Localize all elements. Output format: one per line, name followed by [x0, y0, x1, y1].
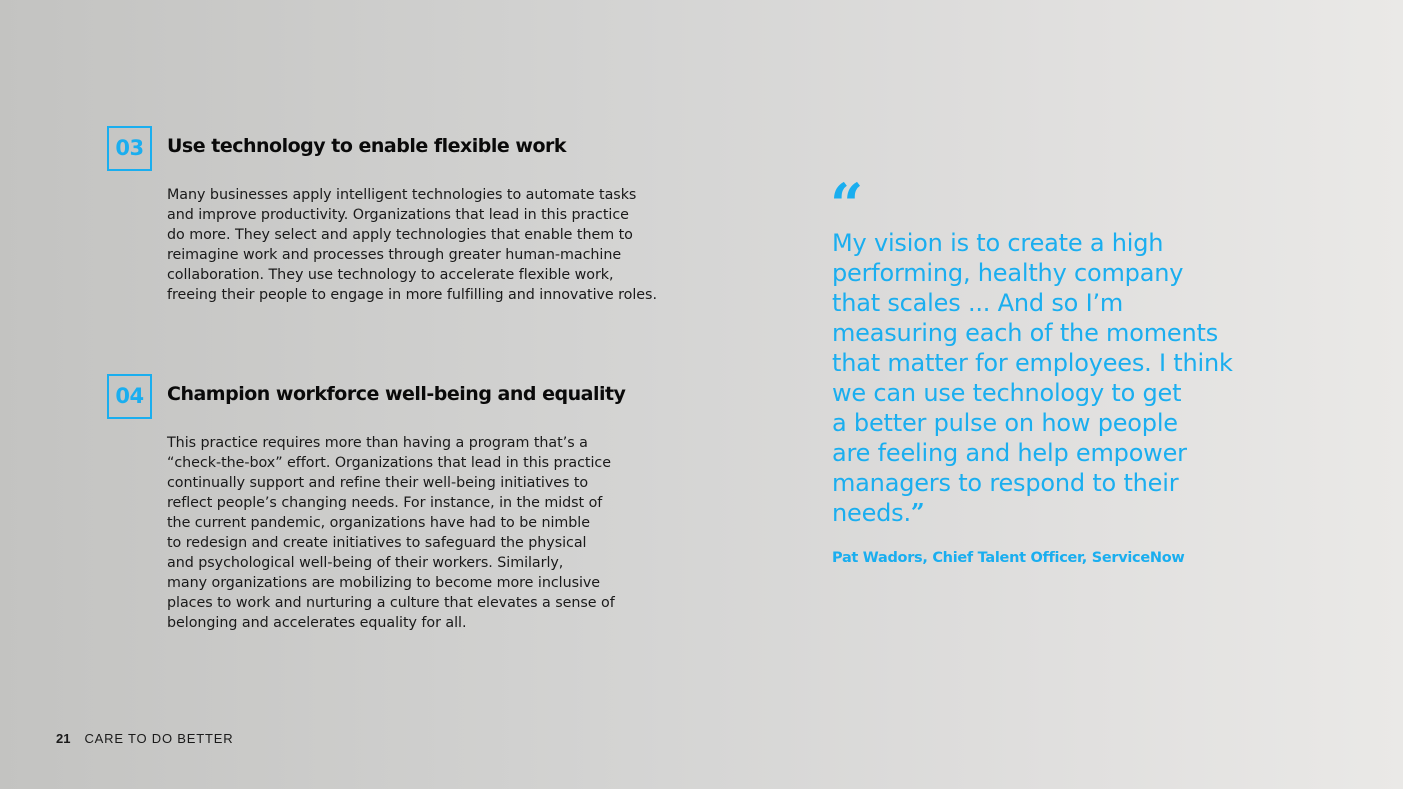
open-quote-icon: “ — [830, 171, 864, 239]
page-footer — [56, 731, 233, 746]
section-title: Use technology to enable flexible work — [167, 135, 566, 157]
pull-quote — [832, 228, 1252, 528]
document-title: CARE TO DO BETTER — [84, 731, 234, 746]
page-number: 21 — [56, 731, 71, 746]
pull-quote-text: My vision is to create a high performing, healthy company that scales ... And so I’m measuring each of the moments that matter for employees. I think we can use technology to get a better pulse on how people are feeling and help empower managers to respond to their needs. — [832, 229, 1233, 527]
section-body: This practice requires more than having a program that’s a “check-the-box” effort. Organizations that lead in this practice continually support and refine their well-being initiatives to reflect people’s changing needs. For instance, in the midst of the current pandemic, organizations have had to be nimble to redesign and create initiatives to safeguard the physical and psychological well-being of their workers. Similarly, many organizations are mobilizing to become more inclusive places to work and nurturing a culture that elevates a sense of belonging and accelerates equality for all. — [167, 435, 615, 631]
section-body: Many businesses apply intelligent technologies to automate tasks and improve productivity. Organizations that lead in this practice do more. They select and apply technologies that enable them to reimagine work and processes through greater human-machine collaboration. They use technology to accelerate flexible work, freeing their people to engage in more fulfilling and innovative roles. — [167, 187, 657, 303]
close-quote-icon: ” — [910, 498, 925, 527]
quote-attribution: Pat Wadors, Chief Talent Officer, ServiceNow — [832, 550, 1185, 566]
section-number-badge: 04 — [107, 374, 152, 419]
section-number-badge: 03 — [107, 126, 152, 171]
section-title: Champion workforce well-being and equality — [167, 383, 626, 405]
